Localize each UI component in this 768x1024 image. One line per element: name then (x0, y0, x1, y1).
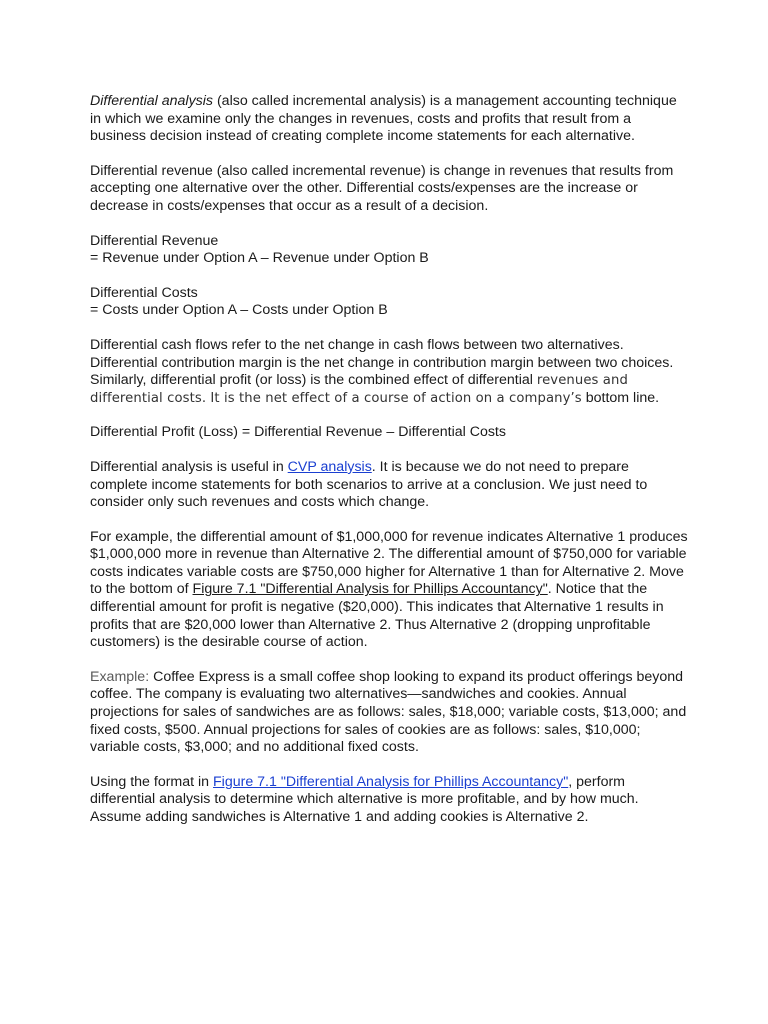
cash-flows-text-2: revenues and differential costs. It is the net effect of a course of action on a company’s (90, 373, 628, 406)
paragraph-differential-revenue: Differential revenue (also called incremental revenue) is change in revenues that results from accepting one alternative over the other. Differential costs/expenses are the increase or decrease in costs/expenses that occur as a result of a decision. (90, 162, 674, 214)
formula-costs-equation: = Costs under Option A – Costs under Option B (90, 302, 388, 319)
formula-differential-revenue (90, 233, 688, 268)
instructions-text-before: Using the format in (90, 773, 214, 790)
paragraph-coffee-express (90, 669, 688, 757)
formula-differential-profit: Differential Profit (Loss) = Differential Revenue – Differential Costs (90, 424, 506, 441)
paragraph-instructions (90, 774, 688, 827)
figure-7-1-link-2[interactable]: Figure 7.1 "Differential Analysis for Phillips Accountancy" (213, 773, 569, 790)
cvp-text-before: Differential analysis is useful in (90, 458, 288, 475)
formula-revenue-equation: = Revenue under Option A – Revenue under Option B (90, 250, 429, 267)
coffee-express-text: Coffee Express is a small coffee shop looking to expand its product offerings beyond coffee. The company is evaluating two alternatives—sandwiches and cookies. Annual projections for sales of sandwiches are as follows: sales, $18,000; variable costs, $13,000; and fixed costs, $500. Annual projections for sales of cookies are as follows: sales, $10,000; variable costs, $3,000; and no additional fixed costs. (90, 668, 687, 756)
cvp-text-after: . It is because we do not need to prepare complete income statements for both scenarios to arrive at a conclusion. We just need to consider only such revenues and costs which change. (90, 458, 648, 511)
formula-revenue-title: Differential Revenue (90, 232, 219, 249)
instructions-text-after: , perform differential analysis to determine which alternative is more profitable, and by how much. Assume adding sandwiches is Alternative 1 and adding cookies is Alternative 2. (90, 773, 639, 825)
cash-flows-text-3: bottom line. (581, 389, 660, 406)
paragraph-example-phillips (90, 529, 688, 652)
paragraph-definition (90, 93, 688, 146)
cash-flows-text-1: Differential cash flows refer to the net change in cash flows between two alternatives. Differential contribution margin is the net change in contribution margin between two choices. Similarly, differential profit (or loss) is the combined effect of differential (90, 336, 674, 389)
definition-text: (also called incremental analysis) is a management accounting technique in which we examine only the changes in revenues, costs and profits that result from a business decision instead of creating complete income statements for each alternative. (90, 93, 677, 145)
example-label: Example: (90, 668, 150, 685)
term-differential-analysis: Differential analysis (90, 93, 214, 109)
figure-7-1-link[interactable]: Figure 7.1 "Differential Analysis for Phillips Accountancy" (192, 581, 548, 598)
formula-differential-costs (90, 285, 688, 320)
phillips-text-before: For example, the differential amount of $1,000,000 for revenue indicates Alternative 1 produces $1,000,000 more in revenue than Alternative 2. The differential amount of $750,000 for variable costs indicates variable costs are $750,000 higher for Alternative 1 than for Alternative 2. Move to the bottom of (90, 528, 688, 598)
paragraph-differential-cash-flows (90, 337, 688, 407)
cvp-analysis-link[interactable]: CVP analysis (287, 458, 372, 475)
paragraph-cvp (90, 459, 688, 512)
formula-costs-title: Differential Costs (90, 284, 198, 301)
phillips-text-after: . Notice that the differential amount for profit is negative ($20,000). This indicates that Alternative 1 results in profits that are $20,000 lower than Alternative 2. Thus Alternative 2 (dropping unprofitable customers) is the desirable course of action. (90, 581, 664, 651)
